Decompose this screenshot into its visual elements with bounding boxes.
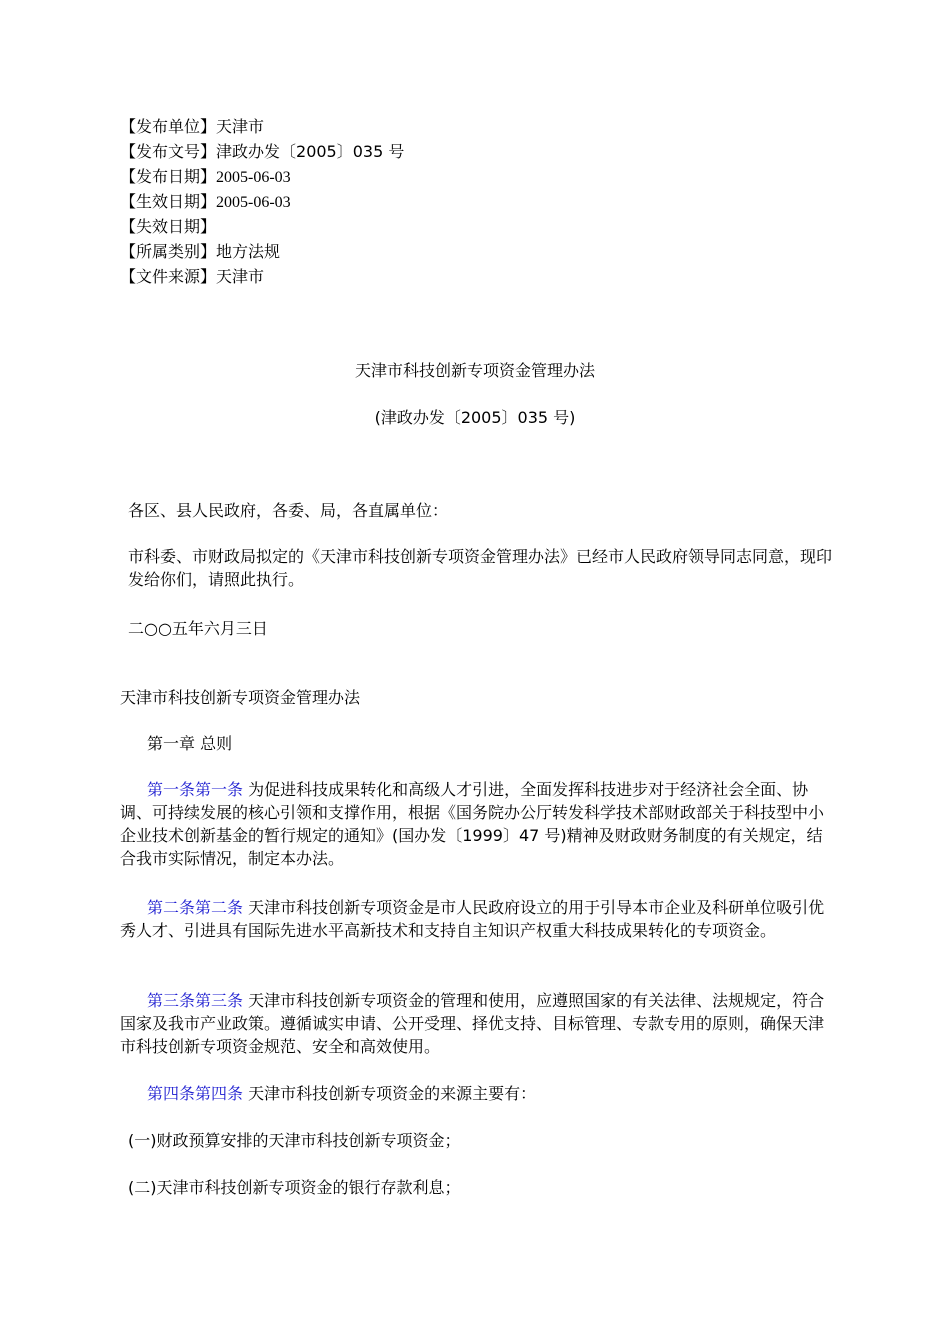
meta-value: 天津市: [216, 117, 265, 136]
article-text: 天津市科技创新专项资金的来源主要有：: [243, 1084, 537, 1103]
article-label: 第一条第一条: [147, 780, 244, 799]
article-text: 天津市科技创新专项资金是市人民政府设立的用于引导本市企业及科研单位吸引优秀人才、引进具有国际先进水平高新技术和支持自主知识产权重大科技成果转化的专项资金。: [120, 898, 825, 940]
meta-label: 【文件来源】: [120, 267, 217, 286]
notice-paragraph: 市科委、市财政局拟定的《天津市科技创新专项资金管理办法》已经市人民政府领导同志同意，现印发给你们，请照此执行。: [128, 547, 833, 589]
meta-label: 【发布单位】: [120, 117, 217, 136]
meta-label: 【失效日期】: [120, 217, 217, 236]
issue-date-line: 二○○五年六月三日: [128, 619, 268, 638]
document-number: (津政办发〔2005〕035 号): [374, 408, 576, 427]
article-label: 第三条第三条: [147, 991, 244, 1010]
meta-row-effective-date: [120, 189, 404, 214]
meta-label: 【发布文号】: [120, 142, 217, 161]
article-label: 第四条第四条: [147, 1084, 244, 1103]
meta-row-source: [120, 264, 404, 289]
meta-row-issue-date: [120, 164, 404, 189]
list-item: (一)财政预算安排的天津市科技创新专项资金；: [128, 1131, 461, 1150]
article-label: 第二条第二条: [147, 898, 244, 917]
meta-row-category: [120, 239, 404, 264]
salutation: 各区、县人民政府，各委、局，各直属单位：: [128, 501, 449, 520]
chapter-heading: 第一章 总则: [147, 734, 233, 753]
list-item: (二)天津市科技创新专项资金的银行存款利息；: [128, 1178, 461, 1197]
meta-value: 地方法规: [216, 242, 281, 261]
article-4: [120, 1082, 832, 1105]
meta-row-issuer: [120, 114, 404, 139]
meta-label: 【生效日期】: [120, 192, 217, 211]
metadata-block: [120, 114, 404, 289]
meta-row-expiry-date: [120, 214, 404, 239]
article-text: 为促进科技成果转化和高级人才引进，全面发挥科技进步对于经济社会全面、协调、可持续发展的核心引领和支撑作用，根据《国务院办公厅转发科学技术部财政部关于科技型中小企业技术创新基金的暂行规定的通知》(国办发〔1999〕47 号)精神及财政财务制度的有关规定，结合我市实际情况，制定本办法。: [120, 780, 825, 868]
body-title: 天津市科技创新专项资金管理办法: [120, 688, 361, 707]
article-1: [120, 778, 832, 870]
article-text: 天津市科技创新专项资金的管理和使用，应遵照国家的有关法律、法规规定，符合国家及我市产业政策。遵循诚实申请、公开受理、择优支持、目标管理、专款专用的原则，确保天津市科技创新专项资金规范、安全和高效使用。: [120, 991, 825, 1056]
meta-label: 【发布日期】: [120, 167, 217, 186]
article-3: [120, 989, 832, 1058]
meta-value: 2005-06-03: [216, 169, 291, 186]
article-2: [120, 896, 832, 942]
document-title: 天津市科技创新专项资金管理办法: [354, 361, 595, 380]
meta-value: 2005-06-03: [216, 194, 291, 211]
meta-value: 津政办发〔2005〕035 号: [216, 142, 405, 161]
meta-value: 天津市: [216, 267, 265, 286]
meta-row-doc-number: [120, 139, 404, 164]
meta-label: 【所属类别】: [120, 242, 217, 261]
